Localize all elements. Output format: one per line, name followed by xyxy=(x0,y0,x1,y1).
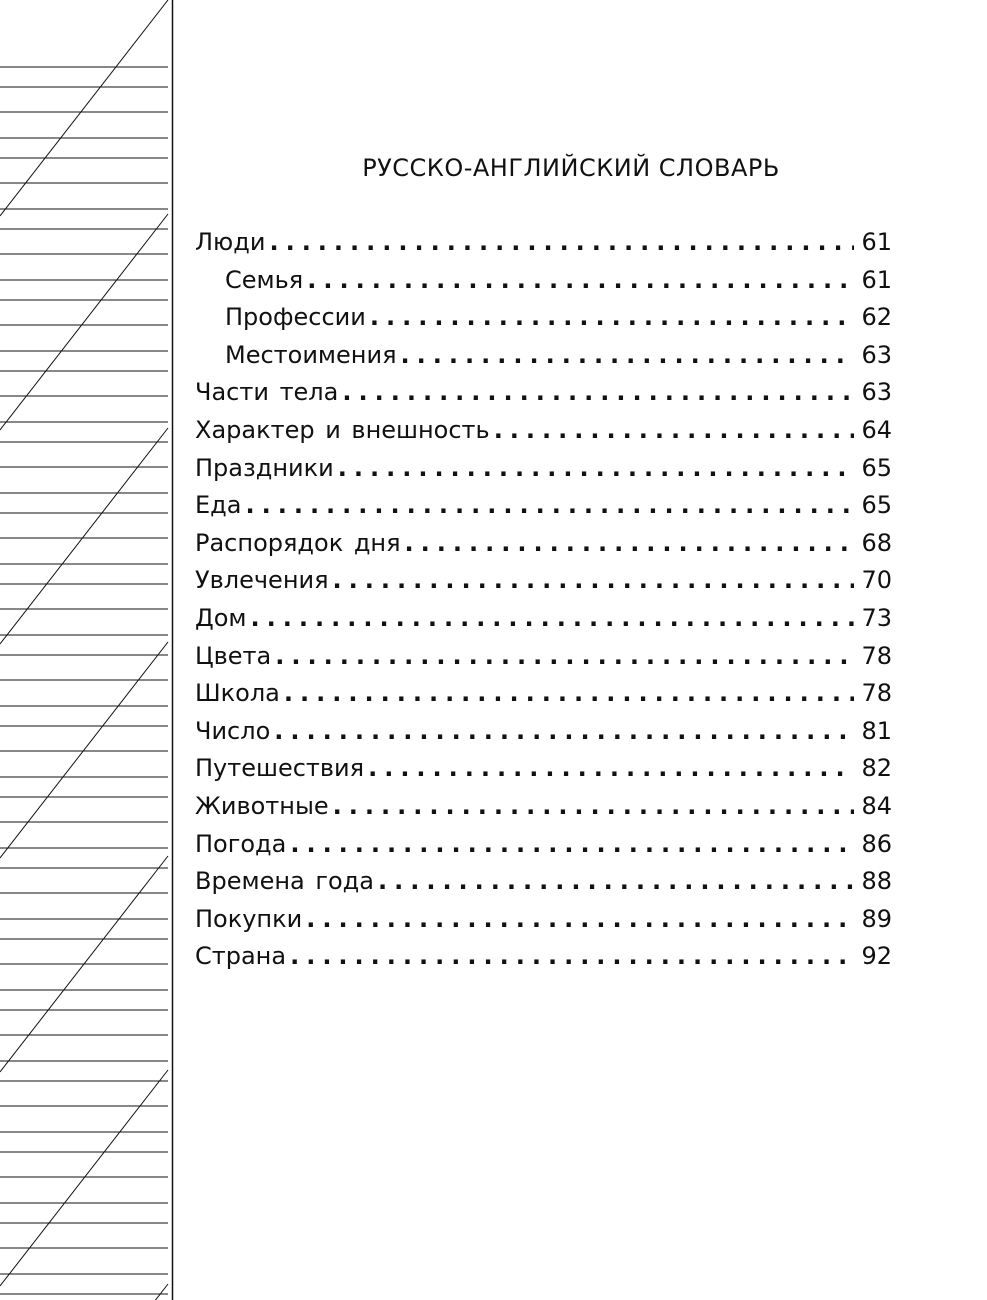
toc-page-number: 84 xyxy=(861,791,892,820)
toc-entry-label: Дом xyxy=(195,603,247,632)
toc-entry xyxy=(195,750,892,788)
toc-entry-label: Цвета xyxy=(195,641,272,670)
margin-slant-line xyxy=(0,0,168,216)
toc-page-number: 92 xyxy=(861,942,892,971)
toc-entry xyxy=(195,562,892,600)
toc-page-number: 63 xyxy=(861,340,892,369)
toc-entry xyxy=(195,938,892,976)
toc-page-number: 63 xyxy=(861,378,892,407)
toc-entry-label: Распорядок дня xyxy=(195,528,401,557)
toc-dot-leader xyxy=(368,750,854,788)
page-title: РУССКО-АНГЛИЙСКИЙ СЛОВАРЬ xyxy=(362,154,780,182)
toc-dot-leader xyxy=(275,638,854,676)
toc-entry-label: Школа xyxy=(195,679,280,708)
toc-entry-label: Праздники xyxy=(195,453,334,482)
toc-entry xyxy=(195,826,892,864)
toc-entry-label: Характер и внешность xyxy=(195,415,490,444)
table-of-contents xyxy=(195,224,892,976)
margin-slant-line xyxy=(0,1284,168,1300)
toc-page-number: 89 xyxy=(861,904,892,933)
toc-subentry xyxy=(195,337,892,375)
toc-entry xyxy=(195,901,892,939)
toc-entry-label: Покупки xyxy=(195,904,303,933)
toc-dot-leader xyxy=(290,826,854,864)
margin-slant-line xyxy=(0,642,168,858)
toc-page-number: 88 xyxy=(861,867,892,896)
toc-page-number: 65 xyxy=(861,453,892,482)
toc-dot-leader xyxy=(338,450,854,488)
toc-page-number: 81 xyxy=(861,716,892,745)
toc-entry xyxy=(195,713,892,751)
toc-page-number: 78 xyxy=(861,641,892,670)
toc-page-number: 61 xyxy=(861,228,892,256)
toc-entry xyxy=(195,675,892,713)
toc-entry-label: Страна xyxy=(195,942,287,971)
toc-entry-label: Времена года xyxy=(195,867,374,896)
toc-entry xyxy=(195,525,892,563)
toc-entry-label: Местоимения xyxy=(225,340,397,369)
toc-dot-leader xyxy=(284,675,854,713)
toc-dot-leader xyxy=(494,412,854,450)
toc-page-number: 82 xyxy=(861,754,892,783)
toc-page-number: 86 xyxy=(861,829,892,858)
toc-page-number: 70 xyxy=(861,566,892,595)
toc-entry xyxy=(195,412,892,450)
margin-ruling xyxy=(0,0,176,1300)
toc-entry-label: Еда xyxy=(195,491,242,520)
toc-page-number: 65 xyxy=(861,491,892,520)
toc-page-number: 73 xyxy=(861,603,892,632)
toc-entry-label: Погода xyxy=(195,829,287,858)
toc-dot-leader xyxy=(245,487,854,525)
toc-entry-label: Части тела xyxy=(195,378,339,407)
toc-entry xyxy=(195,788,892,826)
toc-entry xyxy=(195,374,892,412)
margin-slant-line xyxy=(0,214,168,430)
margin-slant-line xyxy=(0,428,168,644)
toc-entry-label: Путешествия xyxy=(195,754,365,783)
toc-page-number: 78 xyxy=(861,679,892,708)
toc-entry-label: Увлечения xyxy=(195,566,329,595)
toc-dot-leader xyxy=(274,713,854,751)
toc-page-number: 61 xyxy=(861,265,892,294)
toc-entry-label: Профессии xyxy=(225,303,366,332)
toc-dot-leader xyxy=(307,262,854,300)
margin-slant-line xyxy=(0,1070,168,1286)
toc-dot-leader xyxy=(306,901,854,939)
toc-entry xyxy=(195,224,892,262)
toc-entry-label: Семья xyxy=(225,265,304,294)
toc-entry xyxy=(195,600,892,638)
toc-dot-leader xyxy=(290,938,854,976)
toc-dot-leader xyxy=(378,863,854,901)
toc-entry-label: Люди xyxy=(195,228,266,256)
toc-page-number: 64 xyxy=(861,415,892,444)
toc-dot-leader xyxy=(269,224,854,262)
toc-entry xyxy=(195,450,892,488)
toc-entry-label: Животные xyxy=(195,791,329,820)
toc-dot-leader xyxy=(370,299,854,337)
toc-dot-leader xyxy=(405,525,854,563)
toc-dot-leader xyxy=(333,788,854,826)
toc-entry-label: Число xyxy=(195,716,271,745)
toc-entry xyxy=(195,638,892,676)
toc-page-number: 68 xyxy=(861,528,892,557)
toc-subentry xyxy=(195,299,892,337)
toc-subentry xyxy=(195,262,892,300)
toc-page-number: 62 xyxy=(861,303,892,332)
toc-dot-leader xyxy=(333,562,854,600)
toc-entry xyxy=(195,863,892,901)
toc-dot-leader xyxy=(401,337,854,375)
toc-dot-leader xyxy=(251,600,854,638)
toc-dot-leader xyxy=(342,374,854,412)
toc-entry xyxy=(195,487,892,525)
